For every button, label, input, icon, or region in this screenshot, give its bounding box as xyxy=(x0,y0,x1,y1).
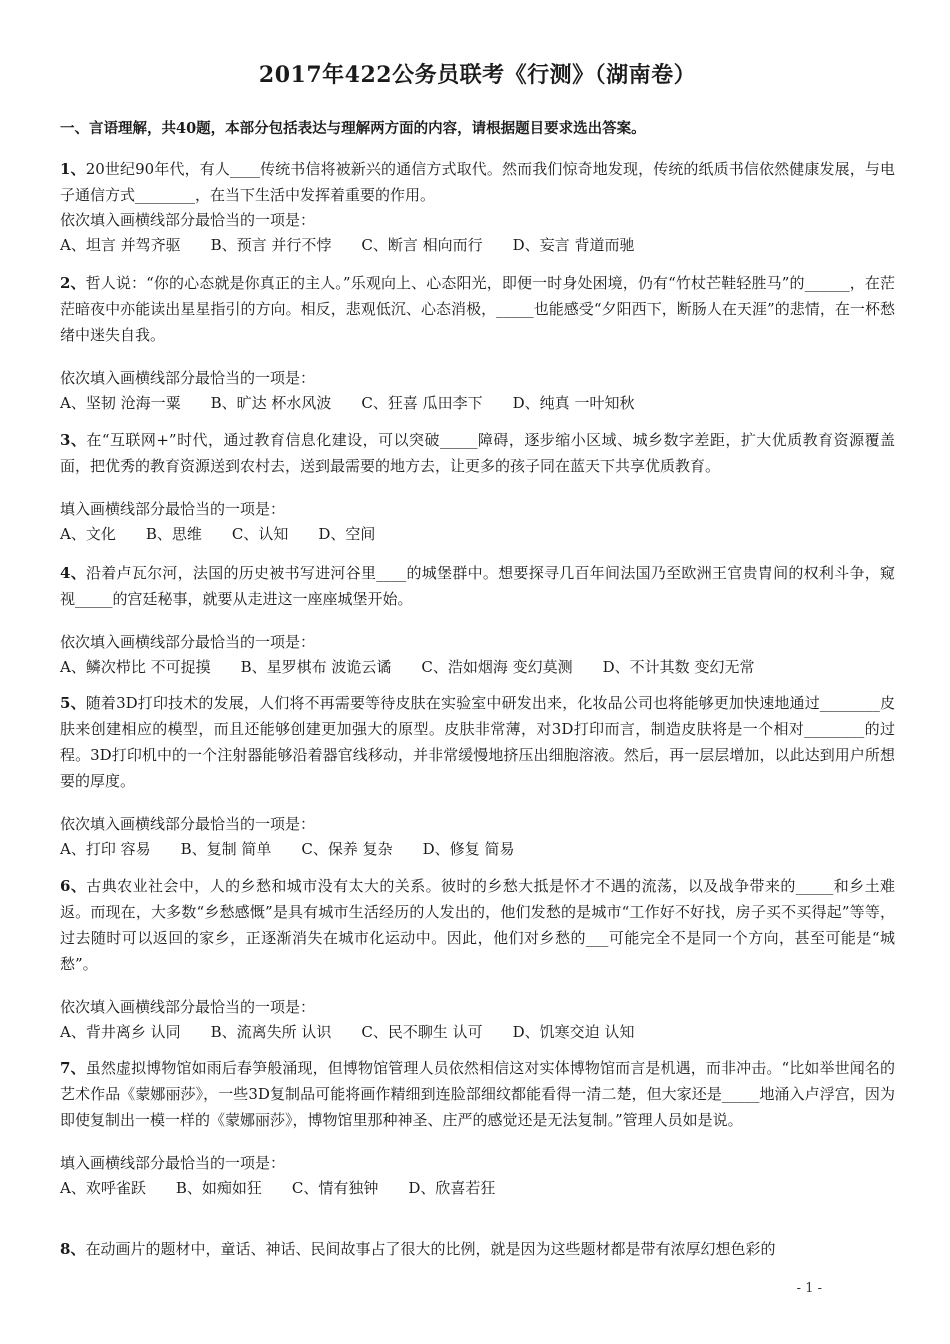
question-text: 古典农业社会中，人的乡愁和城市没有太大的关系。彼时的乡愁大抵是怀才不遇的流荡，以及战争带来的_____和乡土难返。而现在，大多数“乡愁感慨”是具有城市生活经历的人发出的，他们发愁的是城市“工作好不好找，房子买不买得起”等等，过去随时可以返回的家乡，正逐渐消失在城市化运动中。因此，他们对乡愁的___可能完全不是同一个方向，甚至可能是“城愁”。 xyxy=(60,877,896,973)
question-number: 7、 xyxy=(60,1059,86,1077)
question-prompt: 填入画横线部分最恰当的一项是： xyxy=(60,1154,286,1172)
option-d: D、不计其数 变幻无常 xyxy=(602,658,755,676)
option-d: D、饥寒交迫 认知 xyxy=(512,1023,635,1041)
option-d: D、妄言 背道而驰 xyxy=(512,236,635,254)
option-b: B、思维 xyxy=(145,525,202,543)
question-prompt: 依次填入画横线部分最恰当的一项是： xyxy=(60,211,316,229)
option-a: A、背井离乡 认同 xyxy=(60,1023,181,1041)
option-b: B、旷达 杯水风波 xyxy=(210,394,332,412)
question-number: 6、 xyxy=(60,877,87,895)
option-a: A、鳞次栉比 不可捉摸 xyxy=(60,658,211,676)
question-prompt: 依次填入画横线部分最恰当的一项是： xyxy=(60,815,316,833)
option-c: C、认知 xyxy=(231,525,289,543)
question-6 xyxy=(60,873,895,1045)
question-text: 哲人说：“你的心态就是你真正的主人。”乐观向上、心态阳光，即便一时身处困境，仍有“竹杖芒鞋轻胜马”的______，在茫茫暗夜中亦能读出星星指引的方向。相反，悲观低沉、心态消极，_____也能感受“夕阳西下，断肠人在天涯”的悲情，在一杯愁绪中迷失自我。 xyxy=(60,274,895,344)
question-prompt: 依次填入画横线部分最恰当的一项是： xyxy=(60,998,316,1016)
question-text: 在动画片的题材中，童话、神话、民间故事占了很大的比例，就是因为这些题材都是带有浓厚幻想色彩的 xyxy=(85,1240,776,1258)
options-row xyxy=(60,521,895,547)
question-text: 在“互联网+”时代，通过教育信息化建设，可以突破_____障碍，逐步缩小区域、城乡数字差距，扩大优质教育资源覆盖面，把优秀的教育资源送到农村去，送到最需要的地方去，让更多的孩子同在蓝天下共享优质教育。 xyxy=(60,431,895,475)
option-c: C、浩如烟海 变幻莫测 xyxy=(421,658,573,676)
option-c: C、保养 复杂 xyxy=(301,840,393,858)
question-number: 3、 xyxy=(60,431,87,449)
option-b: B、流离失所 认识 xyxy=(210,1023,332,1041)
option-d: D、纯真 一叶知秋 xyxy=(512,394,635,412)
option-d: D、空间 xyxy=(318,525,376,543)
option-a: A、坦言 并驾齐驱 xyxy=(60,236,181,254)
question-7 xyxy=(60,1055,895,1201)
question-8 xyxy=(60,1236,895,1262)
section-heading: 一、言语理解，共40题，本部分包括表达与理解两方面的内容，请根据题目要求选出答案。 xyxy=(60,120,646,137)
option-d: D、欣喜若狂 xyxy=(408,1179,496,1197)
option-b: B、如痴如狂 xyxy=(175,1179,262,1197)
question-1 xyxy=(60,156,895,258)
question-stem xyxy=(60,1236,895,1262)
options-row xyxy=(60,654,895,680)
question-prompt: 填入画横线部分最恰当的一项是： xyxy=(60,500,286,518)
option-a: A、文化 xyxy=(60,525,116,543)
question-number: 4、 xyxy=(60,564,86,582)
options-row xyxy=(60,390,895,416)
option-b: B、复制 简单 xyxy=(180,840,272,858)
option-a: A、坚韧 沧海一粟 xyxy=(60,394,181,412)
question-number: 8、 xyxy=(60,1240,86,1258)
question-text: 20世纪90年代，有人____传统书信将被新兴的通信方式取代。然而我们惊奇地发现，传统的纸质书信依然健康发展，与电子通信方式________，在当下生活中发挥着重要的作用。 xyxy=(60,160,896,204)
question-number: 2、 xyxy=(60,274,86,292)
options-row xyxy=(60,232,895,258)
question-prompt: 依次填入画横线部分最恰当的一项是： xyxy=(60,369,316,387)
options-row xyxy=(60,1019,895,1045)
option-c: C、情有独钟 xyxy=(291,1179,379,1197)
question-stem xyxy=(60,156,895,208)
document-title: 2017年422公务员联考《行测》（湖南卷） xyxy=(258,62,697,88)
options-row xyxy=(60,836,895,862)
option-d: D、修复 简易 xyxy=(422,840,515,858)
question-stem xyxy=(60,560,895,612)
question-2 xyxy=(60,270,895,416)
question-stem xyxy=(60,873,895,977)
question-stem xyxy=(60,270,895,348)
question-stem xyxy=(60,427,895,479)
question-text: 随着3D打印技术的发展，人们将不再需要等待皮肤在实验室中研发出来，化妆品公司也将能够更加快速地通过________皮肤来创建相应的模型，而且还能够创建更加强大的原型。皮肤非常薄，对3D打印而言，制造皮肤将是一个相对________的过程。3D打印机中的一个注射器能够沿着器官线移动，并非常缓慢地挤压出细胞溶液。然后，再一层层增加，以此达到用户所想要的厚度。 xyxy=(60,694,896,790)
question-number: 5、 xyxy=(60,694,86,712)
option-c: C、断言 相向而行 xyxy=(361,236,483,254)
page-number: - 1 - xyxy=(796,1281,822,1296)
question-stem xyxy=(60,690,895,794)
question-3 xyxy=(60,427,895,547)
question-5 xyxy=(60,690,895,862)
options-row xyxy=(60,1175,895,1201)
option-c: C、民不聊生 认可 xyxy=(361,1023,483,1041)
question-text: 沿着卢瓦尔河，法国的历史被书写进河谷里____的城堡群中。想要探寻几百年间法国乃至欧洲王官贵胄间的权利斗争，窥视_____的宫廷秘事，就要从走进这一座座城堡开始。 xyxy=(60,564,896,608)
question-text: 虽然虚拟博物馆如雨后春笋般涌现，但博物馆管理人员依然相信这对实体博物馆而言是机遇，而非冲击。“比如举世闻名的艺术作品《蒙娜丽莎》，一些3D复制品可能将画作精细到连脸部细纹都能看得一清二楚，但大家还是_____地涌入卢浮宫，因为即使复制出一模一样的《蒙娜丽莎》，博物馆里那种神圣、庄严的感觉还是无法复制。”管理人员如是说。 xyxy=(60,1059,895,1129)
option-b: B、星罗棋布 波诡云谲 xyxy=(240,658,392,676)
question-stem xyxy=(60,1055,895,1133)
option-b: B、预言 并行不悖 xyxy=(210,236,332,254)
option-c: C、狂喜 瓜田李下 xyxy=(361,394,483,412)
option-a: A、欢呼雀跃 xyxy=(60,1179,146,1197)
question-prompt: 依次填入画横线部分最恰当的一项是： xyxy=(60,633,316,651)
question-number: 1、 xyxy=(60,160,86,178)
option-a: A、打印 容易 xyxy=(60,840,151,858)
question-4 xyxy=(60,560,895,680)
